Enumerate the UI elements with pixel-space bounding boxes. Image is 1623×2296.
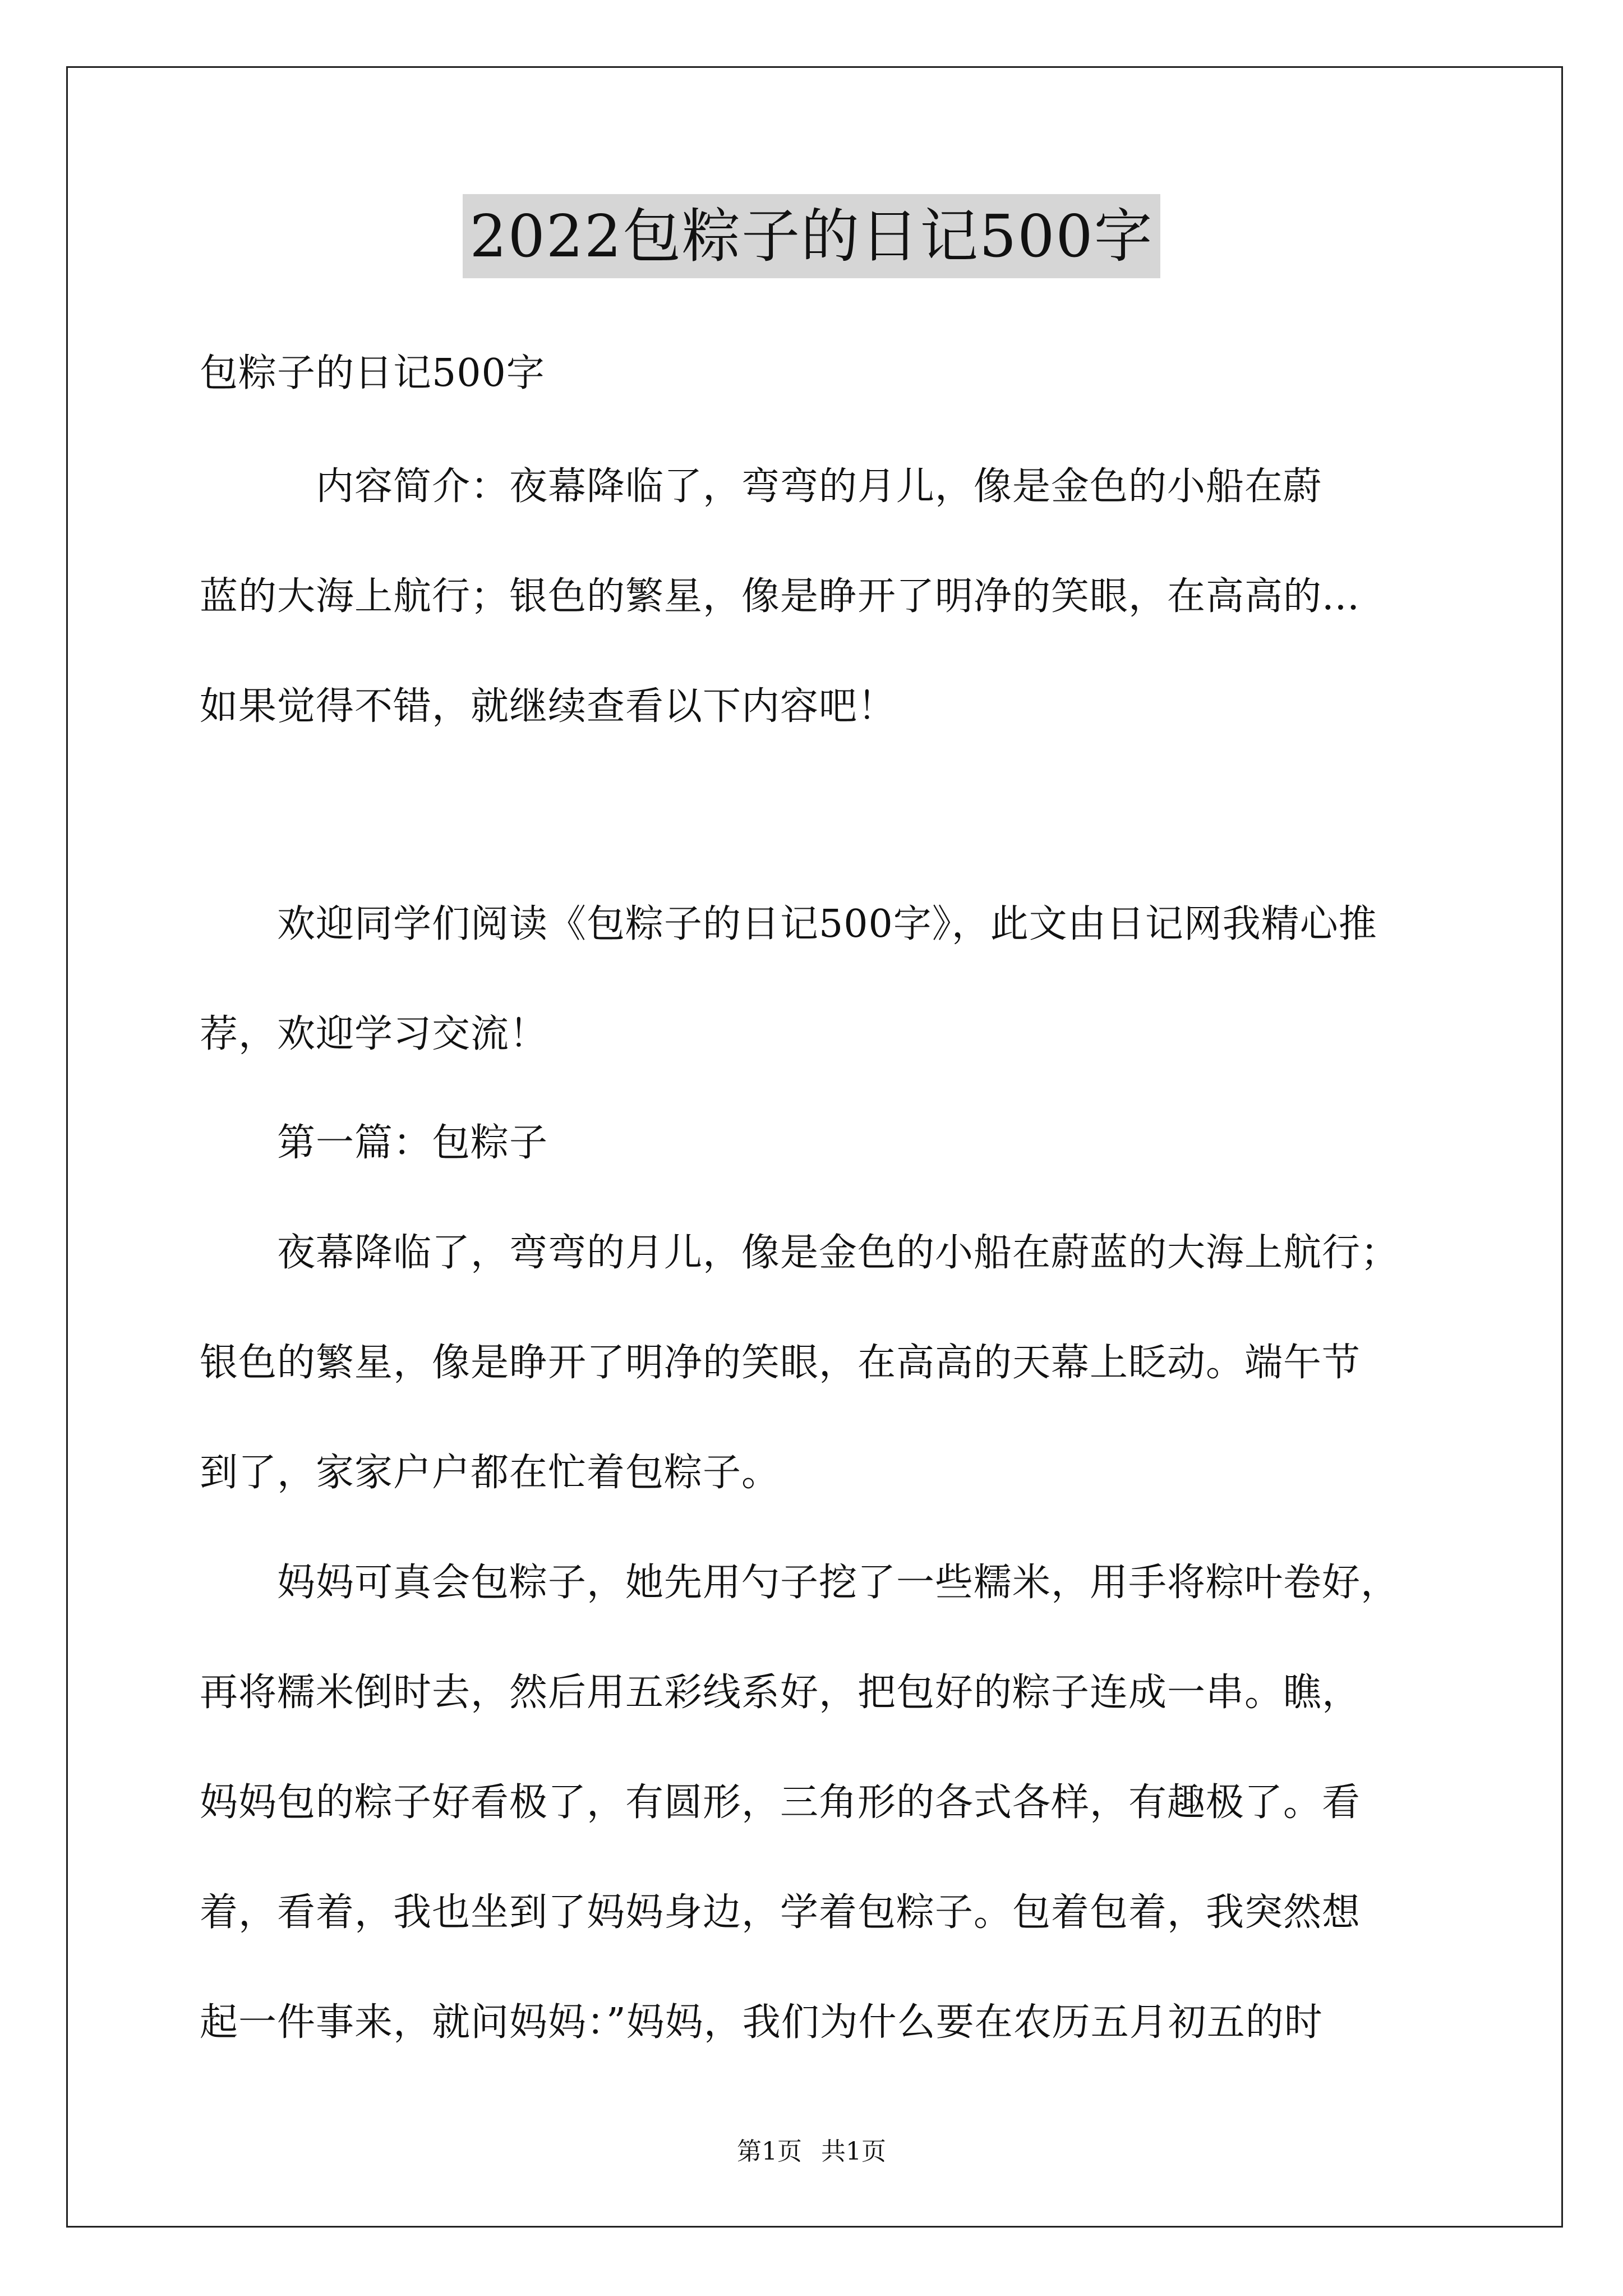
body-line: 银色的繁星，像是睁开了明净的笑眼，在高高的天幕上眨动。端午节 (200, 1341, 1361, 1385)
document-title: 2022包粽子的日记500字 (463, 194, 1160, 278)
body-line: 内容简介：夜幕降临了，弯弯的月儿，像是金色的小船在蔚 (200, 464, 1322, 509)
subtitle-line: 包粽子的日记500字 (200, 351, 545, 395)
body-line: 到了，家家户户都在忙着包粽子。 (200, 1451, 781, 1495)
body-line: 如果觉得不错，就继续查看以下内容吧！ (200, 684, 897, 729)
page-total: 共1页 (821, 2137, 886, 2166)
title-container (0, 194, 1623, 278)
body-line: 欢迎同学们阅读《包粽子的日记500字》，此文由日记网我精心推 (200, 902, 1377, 946)
body-line: 着，看着，我也坐到了妈妈身边，学着包粽子。包着包着，我突然想 (200, 1890, 1361, 1935)
body-line: 夜幕降临了，弯弯的月儿，像是金色的小船在蔚蓝的大海上航行； (200, 1231, 1400, 1275)
body-line: 荐，欢迎学习交流！ (200, 1012, 548, 1056)
body-line: 起一件事来，就问妈妈：”妈妈，我们为什么要在农历五月初五的时 (200, 2000, 1323, 2045)
section-heading: 第一篇：包粽子 (200, 1121, 548, 1165)
body-line: 妈妈可真会包粽子，她先用勺子挖了一些糯米，用手将粽叶卷好， (200, 1561, 1400, 1605)
body-line: 再将糯米倒时去，然后用五彩线系好，把包好的粽子连成一串。瞧， (200, 1671, 1361, 1715)
body-line: 妈妈包的粽子好看极了，有圆形，三角形的各式各样，有趣极了。看 (200, 1780, 1361, 1825)
body-line: 蓝的大海上航行；银色的繁星，像是睁开了明净的笑眼，在高高的... (200, 574, 1360, 619)
page-footer (0, 2135, 1623, 2169)
page-number: 第1页 (737, 2137, 802, 2166)
